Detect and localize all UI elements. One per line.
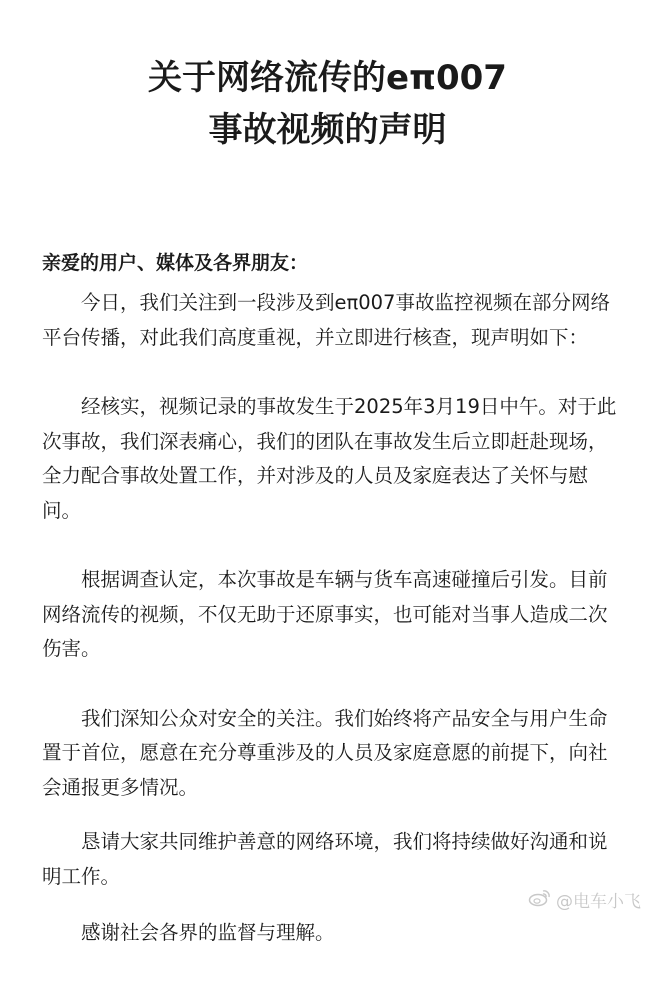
title-line-2: 事故视频的声明 [208,110,447,150]
statement-title [0,52,655,156]
watermark-text: @电车小飞 [556,892,641,912]
paragraph: 感谢社会各界的监督与理解。 [81,921,335,944]
paragraph: 恳请大家共同维护善意的网络环境，我们将持续做好沟通和说明工作。 [42,830,608,888]
paragraph: 根据调查认定，本次事故是车辆与货车高速碰撞后引发。目前网络流传的视频，不仅无助于还原事实，也可能对当事人造成二次伤害。 [42,568,608,660]
paragraph: 今日，我们关注到一段涉及到eπ007事故监控视频在部分网络平台传播，对此我们高度重视，并立即进行核查，现声明如下： [42,291,610,349]
greeting: 亲爱的用户、媒体及各界朋友： [42,252,309,274]
paragraph: 我们深知公众对安全的关注。我们始终将产品安全与用户生命置于首位，愿意在充分尊重涉及的人员及家庭意愿的前提下，向社会通报更多情况。 [42,706,608,799]
statement-body [42,286,622,986]
watermark [528,887,641,912]
weibo-icon [528,887,552,912]
title-line-1: 关于网络流传的eπ007 [148,58,507,98]
paragraph: 经核实，视频记录的事故发生于2025年3月19日中午。对于此次事故，我们深表痛心，我们的团队在事故发生后立即赶赴现场，全力配合事故处置工作，并对涉及的人员及家庭表达了关怀与慰问。 [42,395,617,522]
